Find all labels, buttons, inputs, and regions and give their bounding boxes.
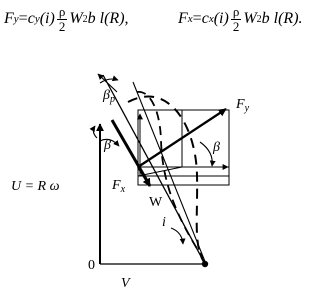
fx-fraction-denominator: 2 [232, 18, 240, 34]
cx-argument: (i) [213, 10, 229, 27]
fx-label: $F_x$ [112, 178, 126, 195]
cx-subscript: x [208, 13, 214, 25]
fx-subscript: x [187, 13, 193, 25]
cy-argument: (i) [39, 10, 55, 27]
fx-equals: = [192, 10, 202, 27]
beta-p-arc [100, 79, 118, 83]
cx-symbol: c [201, 10, 209, 27]
beta-left-label: β [104, 138, 111, 153]
fy-label: $F_y$ [236, 97, 250, 114]
w-arrow [112, 120, 150, 186]
u-side-small-arc [93, 126, 97, 138]
fy-w-exponent: 2 [82, 13, 88, 25]
cy-symbol: c [27, 10, 35, 27]
fx-fraction-numerator: ρ [232, 3, 240, 19]
beta-right-label: β [213, 140, 220, 155]
w-label: W [149, 195, 163, 210]
fy-fraction-denominator: 2 [58, 18, 66, 34]
cy-subscript: y [34, 13, 40, 25]
fx-tail: b l(R). [261, 10, 303, 27]
fx-w-exponent: 2 [256, 13, 262, 25]
fy-symbol: F [4, 10, 14, 27]
v-label: V [121, 276, 130, 291]
beta-right-arc [200, 142, 212, 166]
origin-label: 0 [88, 258, 95, 273]
fy-fraction-numerator: ρ [58, 3, 66, 19]
fy-subscript: y [13, 13, 19, 25]
fy-equals: = [18, 10, 28, 27]
u-label: U = R ω [11, 179, 60, 194]
i-angle-arc [171, 228, 183, 244]
beta-p-label: $\beta_p$ [103, 88, 115, 105]
fy-tail: b l(R), [87, 10, 129, 27]
fx-w: W [243, 10, 257, 27]
i-label: i [162, 215, 166, 230]
fx-symbol: F [178, 10, 188, 27]
fy-w: W [69, 10, 83, 27]
